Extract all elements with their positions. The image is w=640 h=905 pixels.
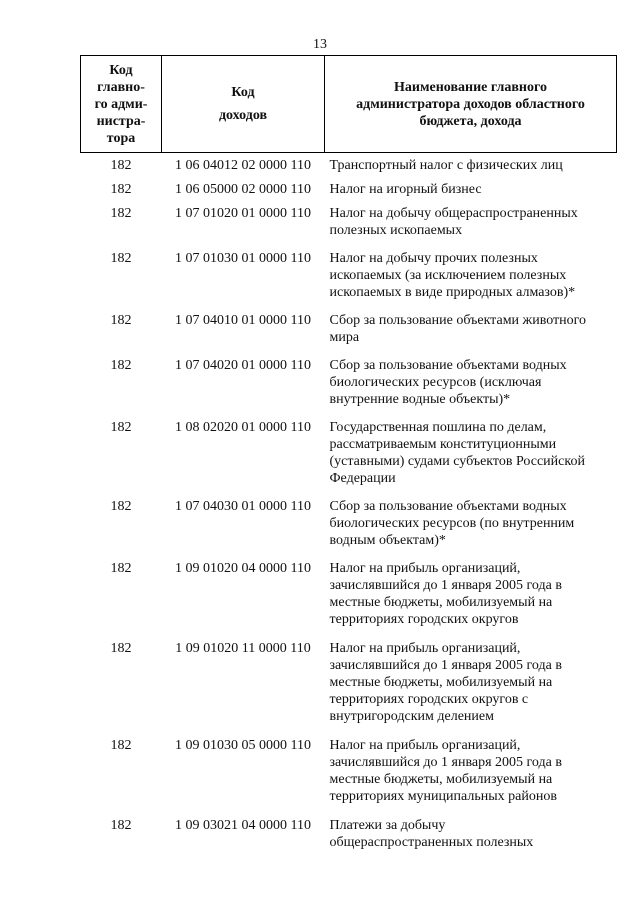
revenue-name-cell [325,301,617,346]
revenue-code-cell: 1 09 01020 11 0000 110 [175,641,311,656]
admin-code-cell: 182 [110,206,132,221]
table-row [81,628,617,725]
revenue-name-cell [325,346,617,408]
admin-code-cell: 182 [110,358,132,373]
header-revenue-code [162,56,325,153]
revenue-code-cell: 1 07 01020 01 0000 110 [175,206,311,221]
revenue-name-line: зачислявшийся до 1 января 2005 года в [329,755,562,770]
table-row [81,239,617,301]
table-row [81,725,617,805]
revenue-name-line: территориях городских округов с [329,692,529,707]
revenue-name-line: Транспортный налог с физических лиц [329,158,563,173]
revenue-name-line: местные бюджеты, мобилизуемый на [329,772,553,787]
revenue-name-cell [325,549,617,628]
admin-code-cell: 182 [110,738,132,753]
revenue-name-line: зачислявшийся до 1 января 2005 года в [329,578,562,593]
revenue-name-cell [325,805,617,851]
revenue-name-cell [325,487,617,549]
revenue-name-line: Сбор за пользование объектами водных [329,499,567,514]
header-line: главно- [97,79,145,95]
revenue-name-line: ископаемых в виде природных алмазов)* [329,285,576,300]
admin-code-cell: 182 [110,420,132,435]
table-header-row [81,56,617,153]
revenue-name-line: Налог на игорный бизнес [329,182,482,197]
header-line: нистра- [96,113,146,129]
admin-code-cell: 182 [110,158,132,173]
revenue-name-line: зачислявшийся до 1 января 2005 года в [329,658,562,673]
table-row [81,805,617,851]
admin-code-cell: 182 [110,182,132,197]
revenue-name-line: местные бюджеты, мобилизуемый на [329,675,553,690]
revenue-name-line: мира [329,330,360,345]
header-line: доходов [218,108,268,123]
revenue-code-cell: 1 08 02020 01 0000 110 [175,420,311,435]
revenue-name-line: внутригородским делением [329,709,494,724]
revenue-code-cell: 1 09 01030 05 0000 110 [175,738,311,753]
revenue-name-line: Налог на прибыль организаций, [329,561,521,576]
header-line: Код [109,62,133,78]
revenue-name-cell [325,628,617,725]
revenue-name-line: Налог на прибыль организаций, [329,738,521,753]
revenue-name-line: биологических ресурсов (исключая [329,375,542,390]
revenue-name-cell [325,174,617,198]
revenue-name-line: водным объектам)* [329,533,446,548]
revenue-code-cell: 1 07 04020 01 0000 110 [175,358,311,373]
header-line: тора [106,130,136,146]
table-row [81,346,617,408]
revenue-name-cell [325,239,617,301]
revenue-code-cell: 1 07 01030 01 0000 110 [175,251,311,266]
revenue-name-line: территориях муниципальных районов [329,789,557,804]
revenue-code-cell: 1 07 04010 01 0000 110 [175,313,311,328]
revenue-name-line: рассматриваемым конституционными [329,437,557,452]
revenue-name-line: полезных ископаемых [329,223,463,238]
revenue-name-line: Сбор за пользование объектами животного [329,313,587,328]
revenue-code-cell: 1 09 03021 04 0000 110 [175,818,311,833]
revenue-administrators-table [80,55,617,851]
revenue-code-cell: 1 06 04012 02 0000 110 [175,158,311,173]
revenue-code-cell: 1 09 01020 04 0000 110 [175,561,311,576]
table-row [81,301,617,346]
revenue-name-cell [325,198,617,239]
table-row [81,174,617,198]
revenue-name-line: внутренние водные объекты)* [329,392,511,407]
revenue-name-line: биологических ресурсов (по внутренним [329,516,575,531]
revenue-name-line: местные бюджеты, мобилизуемый на [329,595,553,610]
header-line: Наименование главного [394,79,547,95]
admin-code-cell: 182 [110,251,132,266]
revenue-name-cell [325,725,617,805]
revenue-name-line: Налог на прибыль организаций, [329,641,521,656]
revenue-name-line: Сбор за пользование объектами водных [329,358,567,373]
page-number: 13 [313,37,327,52]
table-row [81,549,617,628]
revenue-name-cell [325,408,617,487]
header-name [325,56,617,153]
revenue-name-line: Налог на добычу общераспространенных [329,206,578,221]
header-line: бюджета, дохода [419,113,522,129]
admin-code-cell: 182 [110,313,132,328]
header-line: го адми- [94,96,148,112]
admin-code-cell: 182 [110,818,132,833]
revenue-name-line: Федерации [329,471,396,486]
revenue-name-line: Налог на добычу прочих полезных [329,251,538,266]
admin-code-cell: 182 [110,641,132,656]
admin-code-cell: 182 [110,499,132,514]
header-line: администратора доходов областного [356,96,585,112]
revenue-code-cell: 1 07 04030 01 0000 110 [175,499,311,514]
revenue-code-cell: 1 06 05000 02 0000 110 [175,182,311,197]
header-line: Код [231,85,255,100]
revenue-name-line: ископаемых (за исключением полезных [329,268,567,283]
revenue-name-line: Платежи за добычу [329,818,446,833]
revenue-name-line: Государственная пошлина по делам, [329,420,547,435]
table-row [81,487,617,549]
admin-code-cell: 182 [110,561,132,576]
table-row [81,153,617,175]
revenue-name-line: территориях городских округов [329,612,519,627]
revenue-name-line: (уставными) судами субъектов Российской [329,454,585,469]
revenue-name-line: общераспространенных полезных [329,835,534,850]
revenue-name-cell [325,153,617,175]
header-admin-code [81,56,162,153]
table-row [81,198,617,239]
table-row [81,408,617,487]
